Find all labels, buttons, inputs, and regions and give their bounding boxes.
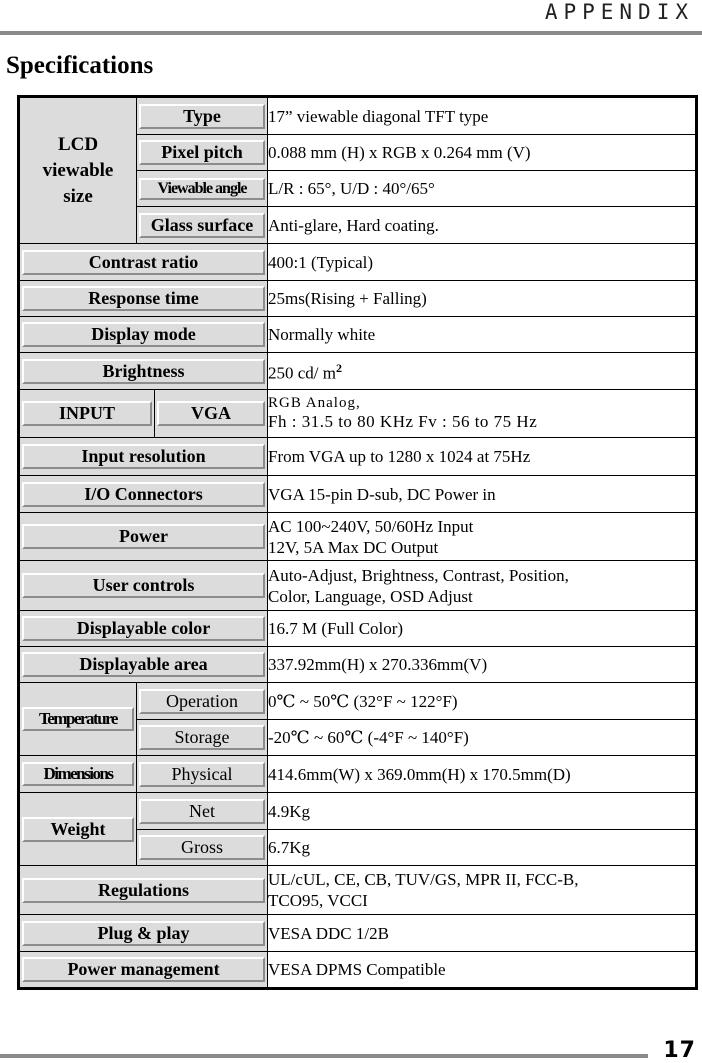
bottom-divider (0, 1054, 648, 1058)
table-row (19, 756, 697, 793)
table-row (19, 611, 697, 647)
glass-surface-value: Anti-glare, Hard coating. (268, 207, 697, 244)
gross-label: Gross (137, 830, 268, 866)
power-management-value: VESA DPMS Compatible (268, 952, 697, 989)
net-value: 4.9Kg (268, 793, 697, 830)
table-row (19, 438, 697, 476)
displayable-color-value: 16.7 M (Full Color) (268, 611, 697, 647)
top-divider (0, 31, 702, 35)
regulations-label: Regulations (19, 866, 268, 915)
displayable-color-label: Displayable color (19, 611, 268, 647)
display-mode-value: Normally white (268, 317, 697, 353)
table-row (19, 281, 697, 317)
display-mode-label: Display mode (19, 317, 268, 353)
plug-play-label: Plug & play (19, 915, 268, 952)
type-value: 17” viewable diagonal TFT type (268, 97, 697, 135)
contrast-ratio-value: 400:1 (Typical) (268, 244, 697, 281)
table-row (19, 952, 697, 989)
dimensions-label: Dimensions (19, 756, 137, 793)
gross-value: 6.7Kg (268, 830, 697, 866)
storage-label: Storage (137, 720, 268, 756)
glass-surface-label: Glass surface (137, 207, 268, 244)
input-resolution-value: From VGA up to 1280 x 1024 at 75Hz (268, 438, 697, 476)
operation-label: Operation (137, 683, 268, 720)
operation-value: 0℃ ~ 50℃ (32°F ~ 122°F) (268, 683, 697, 720)
input-value: RGB Analog, Fh : 31.5 to 80 KHz Fv : 56 to 75 Hz (268, 390, 697, 438)
input-resolution-label: Input resolution (19, 438, 268, 476)
input-label: INPUT (19, 390, 155, 438)
table-row (19, 866, 697, 915)
table-row (19, 317, 697, 353)
pixel-pitch-label: Pixel pitch (137, 135, 268, 171)
dimensions-value: 414.6mm(W) x 369.0mm(H) x 170.5mm(D) (268, 756, 697, 793)
physical-label: Physical (137, 756, 268, 793)
storage-value: -20℃ ~ 60℃ (-4°F ~ 140°F) (268, 720, 697, 756)
response-time-label: Response time (19, 281, 268, 317)
user-controls-label: User controls (19, 561, 268, 611)
io-connectors-value: VGA 15-pin D-sub, DC Power in (268, 476, 697, 513)
viewable-angle-value: L/R : 65°, U/D : 40°/65° (268, 171, 697, 207)
brightness-label: Brightness (19, 353, 268, 390)
brightness-value: 250 cd/ $m^2$ (268, 353, 697, 390)
table-row (19, 683, 697, 720)
lcd-viewable-size-label: LCD viewable size (19, 97, 137, 244)
table-row (19, 97, 697, 135)
section-header: APPENDIX (544, 0, 694, 24)
user-controls-value: Auto-Adjust, Brightness, Contrast, Position, Color, Language, OSD Adjust (268, 561, 697, 611)
vga-label: VGA (155, 390, 268, 438)
io-connectors-label: I/O Connectors (19, 476, 268, 513)
net-label: Net (137, 793, 268, 830)
power-label: Power (19, 513, 268, 561)
table-row (19, 647, 697, 683)
table-row (19, 561, 697, 611)
specifications-table (17, 95, 698, 990)
table-row (19, 353, 697, 390)
table-row (19, 915, 697, 952)
type-label: Type (137, 97, 268, 135)
temperature-label: Temperature (19, 683, 137, 756)
power-management-label: Power management (19, 952, 268, 989)
power-value: AC 100~240V, 50/60Hz Input 12V, 5A Max DC Output (268, 513, 697, 561)
table-row (19, 244, 697, 281)
plug-play-value: VESA DDC 1/2B (268, 915, 697, 952)
table-row (19, 513, 697, 561)
table-row (19, 390, 697, 438)
displayable-area-label: Displayable area (19, 647, 268, 683)
displayable-area-value: 337.92mm(H) x 270.336mm(V) (268, 647, 697, 683)
pixel-pitch-value: 0.088 mm (H) x RGB x 0.264 mm (V) (268, 135, 697, 171)
weight-label: Weight (19, 793, 137, 866)
table-row (19, 793, 697, 830)
regulations-value: UL/cUL, CE, CB, TUV/GS, MPR II, FCC-B, TCO95, VCCI (268, 866, 697, 915)
response-time-value: 25ms(Rising + Falling) (268, 281, 697, 317)
table-row (19, 476, 697, 513)
contrast-ratio-label: Contrast ratio (19, 244, 268, 281)
page-title: Specifications (6, 52, 154, 79)
viewable-angle-label: Viewable angle (137, 171, 268, 207)
page-number: 17 (663, 1038, 696, 1063)
